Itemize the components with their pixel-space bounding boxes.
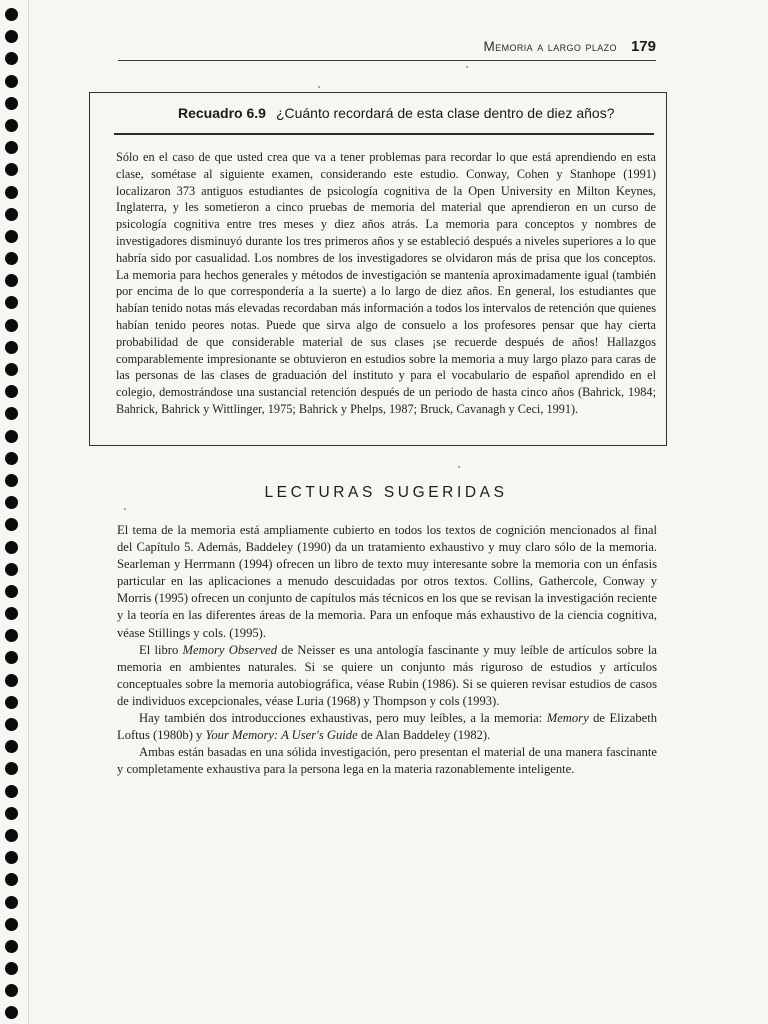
binding-hole [5, 385, 18, 398]
binding-hole [5, 230, 18, 243]
book-title: Your Memory: A User's Guide [205, 728, 358, 743]
scan-speck [466, 66, 468, 68]
book-title: Memory Observed [182, 642, 278, 657]
box-title: ¿Cuánto recordará de esta clase dentro de diez años? [275, 105, 615, 121]
binding-hole [5, 984, 18, 997]
page-edge [28, 0, 29, 1024]
binding-hole [5, 186, 18, 199]
binding-hole [5, 585, 18, 598]
binding-hole [5, 829, 18, 842]
binding-hole [5, 52, 18, 65]
binding-hole [5, 762, 18, 775]
binding-hole [5, 541, 18, 554]
box-label: Recuadro 6.9 [178, 105, 266, 121]
binding-hole [5, 496, 18, 509]
binding-hole [5, 452, 18, 465]
binding-hole [5, 962, 18, 975]
binding-hole [5, 918, 18, 931]
section-body [117, 522, 657, 778]
chapter-title: Memoria a largo plazo [483, 39, 617, 54]
running-header [118, 38, 656, 58]
binding-hole [5, 163, 18, 176]
binding-hole [5, 563, 18, 576]
binding-hole [5, 1006, 18, 1019]
box-6-9 [89, 92, 667, 446]
binding-hole [5, 896, 18, 909]
binding-hole [5, 430, 18, 443]
scan-speck [458, 466, 460, 468]
header-rule [118, 60, 656, 61]
spiral-binding [5, 8, 19, 1020]
binding-hole [5, 629, 18, 642]
binding-hole [5, 8, 18, 21]
binding-hole [5, 407, 18, 420]
book-title: Memory [546, 711, 589, 726]
binding-hole [5, 75, 18, 88]
paragraph: El tema de la memoria está ampliamente cubierto en todos los textos de cognición mencionados al final del Capítulo 5. Además, Baddeley (1990) da un tratamiento exhaustivo y muy claro sólo de la memoria. Searleman y Herrmann (1994) ofrecen un libro de texto muy interesante sobre la memoria con un énfasis particular en las aplicaciones a menudo descuidadas por otros textos. Collins, Gathercole, Conway y Morris (1995) ofrecen un conjunto de capítulos más técnicos en los que se revisan la investigación reciente y la teoría en las diferentes áreas de la memoria. Para un enfoque más exhaustivo de la ciencia cognitiva, véase Stillings y cols. (1995). [117, 523, 657, 640]
binding-hole [5, 208, 18, 221]
binding-hole [5, 740, 18, 753]
binding-hole [5, 474, 18, 487]
binding-hole [5, 274, 18, 287]
box-heading [178, 105, 648, 121]
scan-speck [318, 86, 320, 88]
box-body: Sólo en el caso de que usted crea que va a tener problemas para recordar lo que está aprendiendo en esta clase, sométase al siguiente examen, considerando este estudio. Conway, Cohen y Stanhope (1991) localizaron 373 antiguos estudiantes de psicología cognitiva de la Open University en Milton Keynes, Inglaterra, y les sometieron a cinco pruebas de memoria del material que aprendieron en un curso de psicología cognitiva entre tres meses y diez años atrás. La memoria para conceptos y nombres de investigadores disminuyó durante los tres primeros años y se estableció después a niveles superiores a lo que habría sido por casualidad. Los nombres de los investigadores se olvidaron más de prisa que los conceptos. La memoria para hechos generales y métodos de investigación se mantenía aproximadamente igual (también por encima de lo que correspondería a la suerte) a lo largo de diez años. En general, los estudiantes que habían tenido notas más elevadas recordaban más información a todos los intervalos de retención que quienes habían tenido peores notas. Puede que sirva algo de consuelo a los profesores pensar que hay cierta probabilidad de que considerable material de sus clases ¡se recuerde después de años! Hallazgos comparablemente impresionante se obtuvieron en estudios sobre la memoria a muy largo plazo para caras de las personas de las clases de graduación del instituto y para el vocabulario de español aprendido en el colegio, demostrándose una sustancial retención después de un periodo de hasta cinco años (Bahrick, 1984; Bahrick, Bahrick y Wittlinger, 1975; Bahrick y Phelps, 1987; Bruck, Cavanagh y Ceci, 1991). [116, 150, 656, 416]
binding-hole [5, 807, 18, 820]
binding-hole [5, 363, 18, 376]
binding-hole [5, 341, 18, 354]
section-title: LECTURAS SUGERIDAS [264, 484, 508, 501]
binding-hole [5, 119, 18, 132]
paragraph: Ambas están basadas en una sólida investigación, pero presentan el material de una manera fascinante y completamente exhaustiva para la persona lega en la materia razonablemente inteligente. [117, 745, 657, 777]
binding-hole [5, 873, 18, 886]
paragraph: El libro Memory Observed de Neisser es una antología fascinante y muy leíble de artículos sobre la memoria en ambientes naturales. Si se quiere un conjunto más riguroso de estudios y artículos conceptuales sobre la memoria autobiográfica, véase Rubin (1986). Si se quieren revisar estudios de casos de individuos excepcionales, véase Luria (1968) y Thompson y cols (1993). [117, 642, 657, 708]
binding-hole [5, 940, 18, 953]
binding-hole [5, 518, 18, 531]
binding-hole [5, 851, 18, 864]
binding-hole [5, 696, 18, 709]
binding-hole [5, 718, 18, 731]
binding-hole [5, 319, 18, 332]
binding-hole [5, 785, 18, 798]
paragraph: Hay también dos introducciones exhaustivas, pero muy leíbles, a la memoria: Memory de Elizabeth Loftus (1980b) y Your Memory: A User's Guide de Alan Baddeley (1982). [117, 711, 657, 743]
binding-hole [5, 30, 18, 43]
page-number: 179 [630, 38, 656, 55]
box-rule [114, 133, 654, 135]
binding-hole [5, 607, 18, 620]
binding-hole [5, 141, 18, 154]
binding-hole [5, 97, 18, 110]
scan-speck [124, 508, 126, 510]
binding-hole [5, 674, 18, 687]
binding-hole [5, 252, 18, 265]
binding-hole [5, 651, 18, 664]
binding-hole [5, 296, 18, 309]
